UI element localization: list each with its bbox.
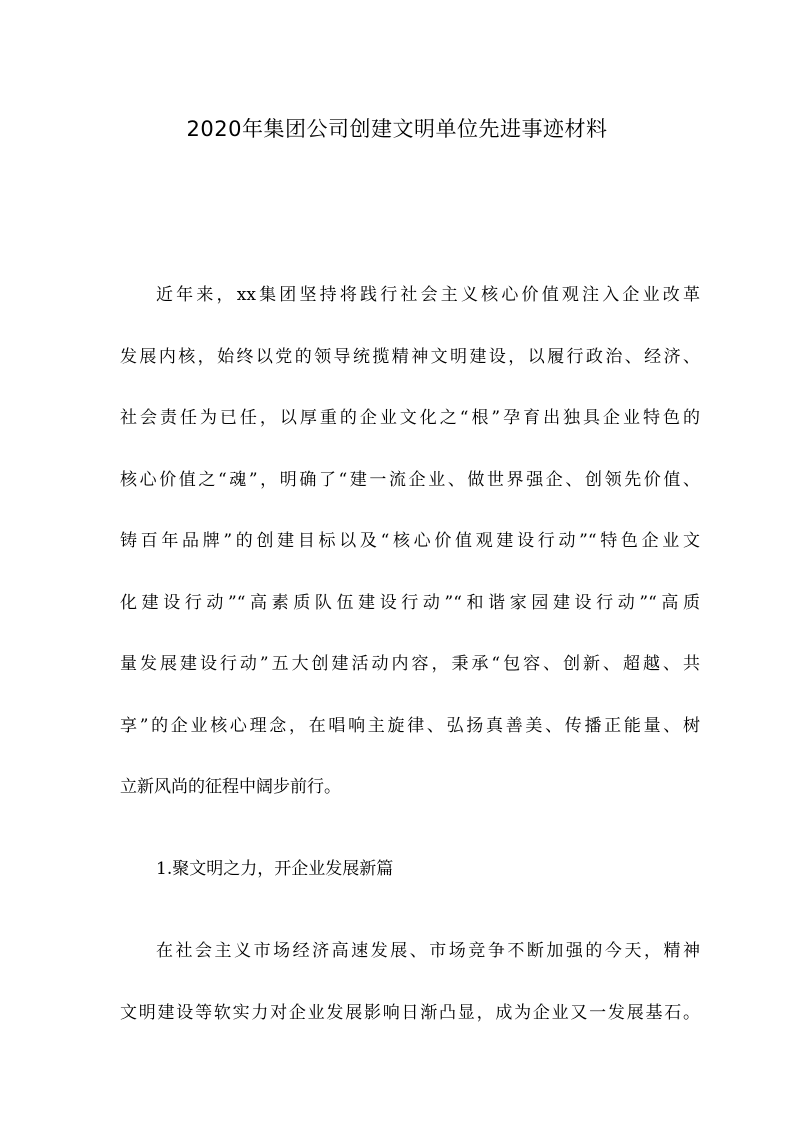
paragraph-1-line-6: 化建设行动”“高素质队伍建设行动”“和谐家园建设行动”“高质 [120, 593, 700, 613]
document-title: 2020年集团公司创建文明单位先进事迹材料 [186, 117, 608, 141]
paragraph-1-line-5: 铸百年品牌”的创建目标以及“核心价值观建设行动”“特色企业文 [120, 531, 700, 551]
paragraph-1-line-1: 近年来，xx集团坚持将践行社会主义核心价值观注入企业改革 [156, 285, 700, 305]
paragraph-1-line-8: 享”的企业核心理念，在唱响主旋律、弘扬真善美、传播正能量、树 [120, 716, 700, 736]
paragraph-1-line-7: 量发展建设行动”五大创建活动内容，秉承“包容、创新、超越、共 [120, 654, 700, 674]
paragraph-1-line-9: 立新风尚的征程中阔步前行。 [120, 777, 341, 797]
paragraph-1-line-2: 发展内核，始终以党的领导统揽精神文明建设，以履行政治、经济、 [120, 347, 700, 367]
paragraph-2-line-2: 文明建设等软实力对企业发展影响日渐凸显，成为企业又一发展基石。 [120, 1003, 700, 1023]
paragraph-2-line-1: 在社会主义市场经济高速发展、市场竞争不断加强的今天，精神 [156, 941, 700, 961]
paragraph-1-line-4: 核心价值之“魂”，明确了“建一流企业、做世界强企、创领先价值、 [120, 470, 700, 490]
paragraph-1-line-3: 社会责任为已任，以厚重的企业文化之“根”孕育出独具企业特色的 [120, 408, 700, 428]
section-heading: 1.聚文明之力，开企业发展新篇 [156, 859, 394, 879]
